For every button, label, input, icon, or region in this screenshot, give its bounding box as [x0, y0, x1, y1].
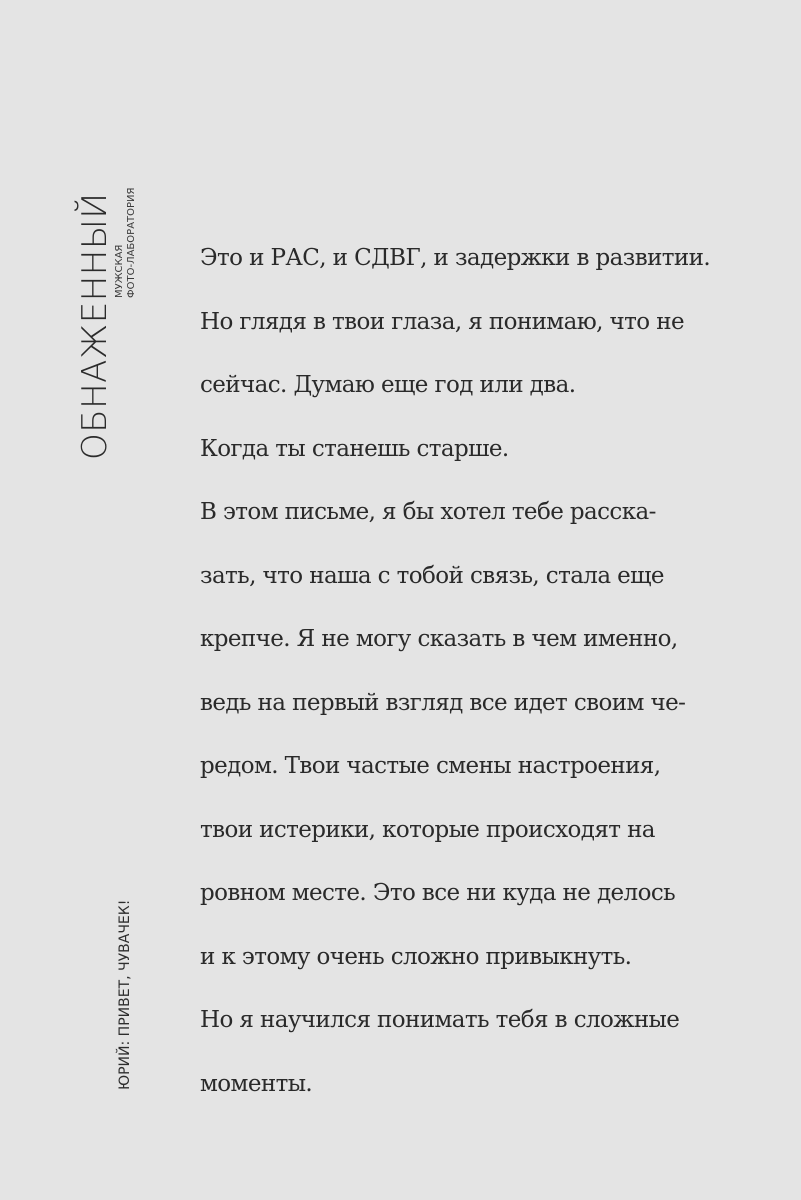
body-line: сейчас. Думаю еще год или два.: [200, 372, 576, 398]
brand-subtitle: [114, 188, 138, 298]
letter-body: [200, 236, 780, 1125]
body-line: Но я научился понимать тебя в сложные: [200, 1007, 680, 1033]
body-line: зать, что наша с тобой связь, стала еще: [200, 562, 664, 589]
body-line: и к этому очень сложно привыкнуть.: [200, 943, 632, 970]
body-line: В этом письме, я бы хотел тебе расска-: [200, 499, 656, 525]
body-line: крепче. Я не могу сказать в чем именно,: [200, 626, 678, 652]
body-line: Но глядя в твои глаза, я понимаю, что не: [200, 308, 684, 335]
brand-subtitle-line-1: МУЖСКАЯ: [114, 244, 125, 298]
body-line: Это и РАС, и СДВГ, и задержки в развитии.: [200, 245, 711, 271]
side-credit: ЮРИЙ: ПРИВЕТ, ЧУВАЧЕК!: [117, 899, 133, 1090]
body-line: ведь на первый взгляд все идет своим че-: [200, 689, 686, 716]
body-line: ровном месте. Это все ни куда не делось: [200, 880, 676, 906]
brand-subtitle-line-2: ФОТО-ЛАБОРАТОРИЯ: [126, 187, 137, 298]
body-line: редом. Твои частые смены настроения,: [200, 753, 661, 779]
body-line: твои истерики, которые происходят на: [200, 816, 655, 843]
body-line: Когда ты станешь старше.: [200, 435, 509, 462]
body-line: моменты.: [200, 1070, 313, 1097]
brand-title: ОБНАЖЕННЫЙ: [75, 192, 115, 460]
